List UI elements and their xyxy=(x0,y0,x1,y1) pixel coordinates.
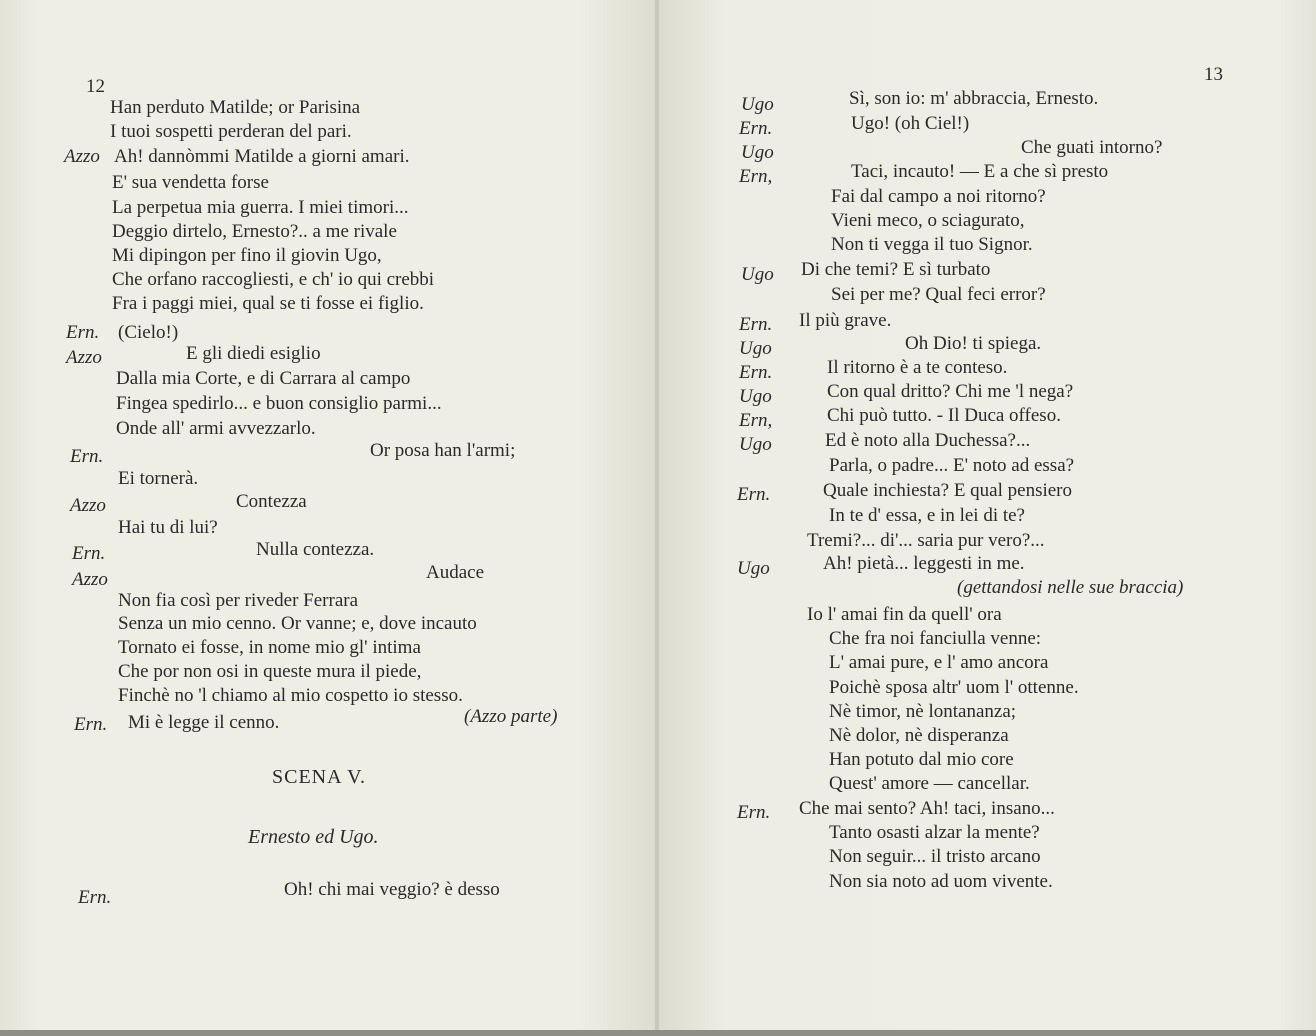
verse-line: Nè dolor, nè disperanza xyxy=(829,725,1009,746)
speaker-ern: Ern, xyxy=(739,166,773,187)
stage-direction: (gettandosi nelle sue braccia) xyxy=(957,577,1184,598)
verse-line: Dalla mia Corte, e di Carrara al campo xyxy=(116,368,411,389)
page-number-right: 13 xyxy=(1204,64,1223,85)
speaker-ern: Ern. xyxy=(737,484,771,505)
verse-line: Ah! dannòmmi Matilde a giorni amari. xyxy=(114,146,410,167)
verse-line: Oh Dio! ti spiega. xyxy=(905,333,1042,354)
speaker-ugo: Ugo xyxy=(737,558,770,579)
speaker-ern: Ern. xyxy=(78,887,112,908)
verse-line: Mi dipingon per fino il giovin Ugo, xyxy=(112,245,382,266)
verse-line: Taci, incauto! — E a che sì presto xyxy=(851,161,1109,182)
verse-line: Ugo! (oh Ciel!) xyxy=(851,113,970,134)
verse-line: Poichè sposa altr' uom l' ottenne. xyxy=(829,677,1079,698)
verse-line: Han perduto Matilde; or Parisina xyxy=(110,97,361,118)
verse-line: Tornato ei fosse, in nome mio gl' intima xyxy=(118,637,421,658)
verse-line: Ei tornerà. xyxy=(118,468,199,489)
verse-line: E' sua vendetta forse xyxy=(112,172,269,193)
verse-line: Che mai sento? Ah! taci, insano... xyxy=(799,798,1055,819)
verse-line: Con qual dritto? Chi me 'l nega? xyxy=(827,381,1074,402)
verse-line: Di che temi? E sì turbato xyxy=(801,259,991,280)
verse-line: Sì, son io: m' abbraccia, Ernesto. xyxy=(849,88,1099,109)
speaker-ugo: Ugo xyxy=(739,338,772,359)
speaker-ern: Ern. xyxy=(70,446,104,467)
speaker-azzo: Azzo xyxy=(66,347,102,368)
speaker-ugo: Ugo xyxy=(741,142,774,163)
verse-line: Vieni meco, o sciagurato, xyxy=(831,210,1025,231)
right-page xyxy=(659,0,1316,1036)
verse-line: Fai dal campo a noi ritorno? xyxy=(831,186,1046,207)
speaker-ugo: Ugo xyxy=(741,264,774,285)
verse-line: Quest' amore — cancellar. xyxy=(829,773,1030,794)
verse-line: Senza un mio cenno. Or vanne; e, dove incauto xyxy=(118,613,477,634)
stage-direction: (Azzo parte) xyxy=(464,706,558,727)
speaker-azzo: Azzo xyxy=(64,146,100,167)
speaker-azzo: Azzo xyxy=(70,495,106,516)
speaker-ugo: Ugo xyxy=(741,94,774,115)
verse-line: Non seguir... il tristo arcano xyxy=(829,846,1041,867)
verse-line: Onde all' armi avvezzarlo. xyxy=(116,418,316,439)
speaker-ugo: Ugo xyxy=(739,434,772,455)
verse-line: Che por non osi in queste mura il piede, xyxy=(118,661,422,682)
verse-line: Non fia così per riveder Ferrara xyxy=(118,590,359,611)
left-page xyxy=(0,0,657,1036)
verse-line: Nè timor, nè lontananza; xyxy=(829,701,1017,722)
verse-line: Sei per me? Qual feci error? xyxy=(831,284,1046,305)
speaker-ern: Ern, xyxy=(739,410,773,431)
verse-line: Or posa han l'armi; xyxy=(370,440,516,461)
verse-line: Ah! pietà... leggesti in me. xyxy=(823,553,1025,574)
scene-characters: Ernesto ed Ugo. xyxy=(248,826,379,848)
verse-line: Fra i paggi miei, qual se ti fosse ei figlio. xyxy=(112,293,424,314)
speaker-azzo: Azzo xyxy=(72,569,108,590)
verse-line: Io l' amai fin da quell' ora xyxy=(807,604,1002,625)
verse-line: Quale inchiesta? E qual pensiero xyxy=(823,480,1073,501)
verse-line: Contezza xyxy=(236,491,307,512)
scene-heading: SCENA V. xyxy=(272,766,366,788)
speaker-ern: Ern. xyxy=(737,802,771,823)
verse-line: Parla, o padre... E' noto ad essa? xyxy=(829,455,1075,476)
page-number-left: 12 xyxy=(86,76,105,97)
verse-line: Ed è noto alla Duchessa?... xyxy=(825,430,1031,451)
verse-line: Chi può tutto. - Il Duca offeso. xyxy=(827,405,1061,426)
verse-line: La perpetua mia guerra. I miei timori... xyxy=(112,197,409,218)
verse-line: Mi è legge il cenno. xyxy=(128,712,280,733)
verse-line: Hai tu di lui? xyxy=(118,517,218,538)
verse-line: Il più grave. xyxy=(799,310,892,331)
speaker-ern: Ern. xyxy=(739,118,773,139)
verse-line: Che fra noi fanciulla venne: xyxy=(829,628,1042,649)
verse-line: E gli diedi esiglio xyxy=(186,343,321,364)
speaker-ern: Ern. xyxy=(72,543,106,564)
verse-line: Deggio dirtelo, Ernesto?.. a me rivale xyxy=(112,221,397,242)
speaker-ugo: Ugo xyxy=(739,386,772,407)
verse-line: Finchè no 'l chiamo al mio cospetto io stesso. xyxy=(118,685,463,706)
verse-line: Che orfano raccogliesti, e ch' io qui crebbi xyxy=(112,269,435,290)
verse-line: Tremi?... di'... saria pur vero?... xyxy=(807,530,1045,551)
verse-line: Audace xyxy=(426,562,485,583)
speaker-ern: Ern. xyxy=(74,714,108,735)
verse-line: Non ti vegga il tuo Signor. xyxy=(831,234,1033,255)
speaker-ern: Ern. xyxy=(66,322,100,343)
verse-line: (Cielo!) xyxy=(118,322,179,343)
verse-line: Han potuto dal mio core xyxy=(829,749,1014,770)
verse-line: Nulla contezza. xyxy=(256,539,375,560)
page-edge xyxy=(0,1030,1316,1036)
verse-line: Il ritorno è a te conteso. xyxy=(827,357,1008,378)
verse-line: L' amai pure, e l' amo ancora xyxy=(829,652,1049,673)
verse-line: Che guati intorno? xyxy=(1021,137,1163,158)
verse-line: Tanto osasti alzar la mente? xyxy=(829,822,1040,843)
verse-line: I tuoi sospetti perderan del pari. xyxy=(110,121,352,142)
speaker-ern: Ern. xyxy=(739,362,773,383)
verse-line: Non sia noto ad uom vivente. xyxy=(829,871,1053,892)
verse-line: Fingea spedirlo... e buon consiglio parmi... xyxy=(116,393,442,414)
speaker-ern: Ern. xyxy=(739,314,773,335)
verse-line: Oh! chi mai veggio? è desso xyxy=(284,879,500,900)
verse-line: In te d' essa, e in lei di te? xyxy=(829,505,1025,526)
